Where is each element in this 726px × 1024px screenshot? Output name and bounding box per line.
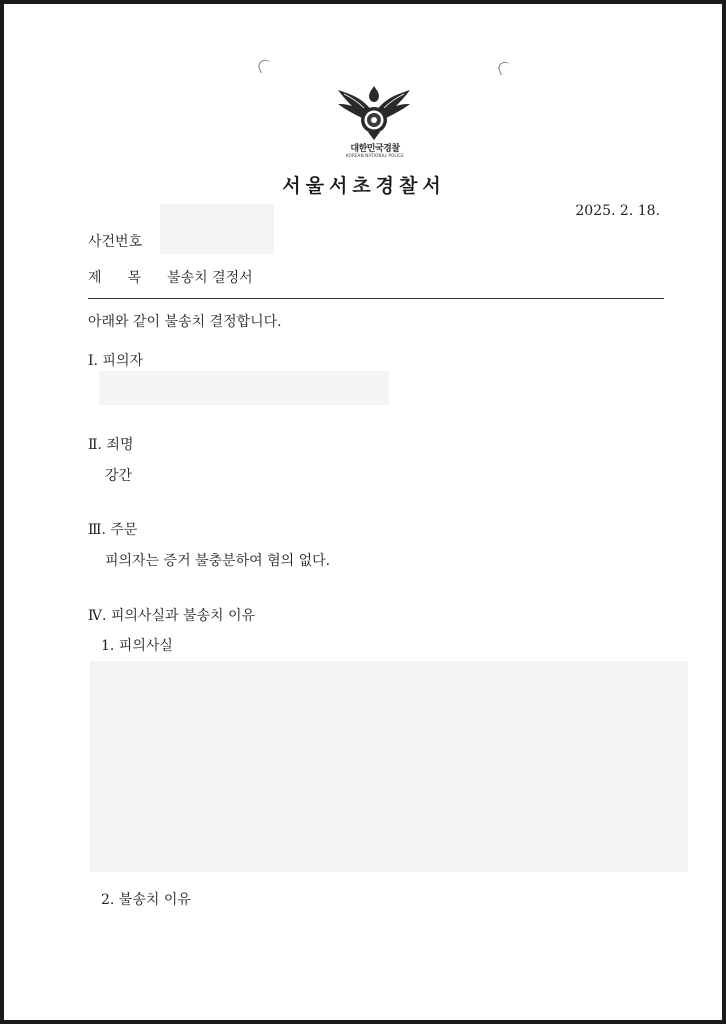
punch-hole-mark — [256, 58, 272, 73]
redacted-suspect — [99, 371, 389, 405]
issuing-office: 서울서초경찰서 — [282, 175, 446, 197]
subsection-reasons-heading: 2. 불송치 이유 — [101, 892, 191, 908]
police-eagle-emblem-icon — [334, 84, 414, 140]
intro-text: 아래와 같이 불송치 결정합니다. — [88, 314, 282, 330]
redacted-case-number — [160, 204, 274, 254]
section-suspect-heading: Ⅰ. 피의자 — [88, 353, 144, 369]
section-charge-body: 강간 — [105, 468, 133, 484]
emblem-name-korean: 대한민국경찰 — [350, 144, 400, 154]
subject-value: 불송치 결정서 — [167, 270, 253, 286]
section-order-heading: Ⅲ. 주문 — [88, 522, 138, 538]
section-charge-heading: Ⅱ. 죄명 — [88, 437, 134, 453]
emblem-name-english: KOREAN NATIONAL POLICE — [346, 153, 404, 158]
header-divider — [88, 298, 664, 299]
subsection-facts-heading: 1. 피의사실 — [101, 638, 173, 654]
punch-hole-mark — [496, 60, 512, 75]
document-date: 2025. 2. 18. — [575, 203, 660, 219]
section-facts-reasons-heading: Ⅳ. 피의사실과 불송치 이유 — [88, 608, 256, 624]
section-order-body: 피의자는 증거 불충분하여 혐의 없다. — [105, 553, 331, 569]
case-number-label: 사건번호 — [88, 234, 143, 250]
subject-row — [88, 267, 253, 287]
subject-label: 제목 — [88, 270, 168, 286]
redacted-facts — [90, 661, 688, 872]
document-page — [4, 4, 722, 1020]
